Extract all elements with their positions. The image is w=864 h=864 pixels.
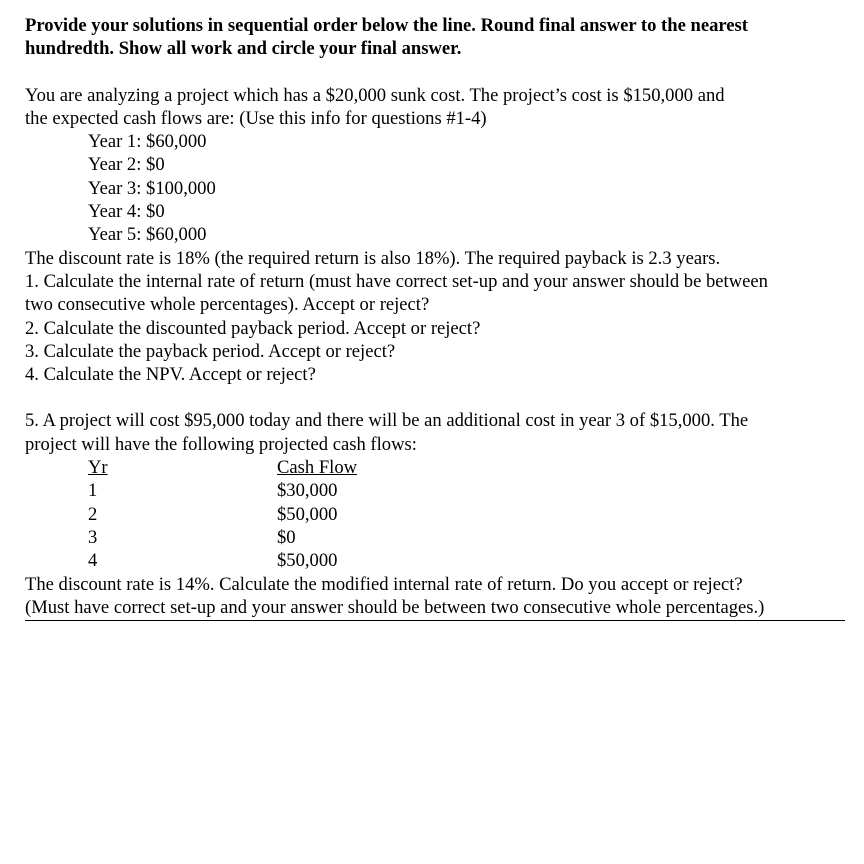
table-cell-year: 3 <box>88 526 98 548</box>
discount-rate-line: The discount rate is 18% (the required return is also 18%). The required payback is 2.3 years. <box>25 247 721 269</box>
table-row <box>25 526 845 549</box>
table-row <box>25 479 845 502</box>
question-1-line-1: 1. Calculate the internal rate of return (must have correct set-up and your answer should be between <box>25 270 768 292</box>
cash-flow-year-4: Year 4: $0 <box>88 201 165 223</box>
project-intro-line-2: the expected cash flows are: (Use this info for questions #1-4) <box>25 107 487 129</box>
table-cell-cash-flow: $0 <box>277 526 296 548</box>
project-intro-line-1: You are analyzing a project which has a $20,000 sunk cost. The project’s cost is $150,000 and <box>25 84 725 106</box>
table-header-row <box>25 456 845 479</box>
question-1 <box>25 270 845 317</box>
cash-flow-year-2: Year 2: $0 <box>88 154 165 176</box>
cash-flow-table <box>25 456 845 572</box>
instructions-line-2: hundredth. Show all work and circle your final answer. <box>25 38 462 60</box>
section-mirr-question <box>25 409 845 621</box>
question-5-closing-line-1: The discount rate is 14%. Calculate the modified internal rate of return. Do you accept or reject? <box>25 573 743 595</box>
table-cell-cash-flow: $50,000 <box>277 550 338 572</box>
question-4: 4. Calculate the NPV. Accept or reject? <box>25 364 316 386</box>
question-5-intro-line-2: project will have the following projected cash flows: <box>25 433 417 455</box>
table-cell-year: 2 <box>88 503 98 525</box>
question-5-closing-line-2: (Must have correct set-up and your answer should be between two consecutive whole percentages.) <box>25 596 765 618</box>
instructions-line-1: Provide your solutions in sequential order below the line. Round final answer to the nearest <box>25 15 748 36</box>
instructions <box>25 14 845 61</box>
table-cell-cash-flow: $30,000 <box>277 480 338 502</box>
table-row <box>25 503 845 526</box>
question-3: 3. Calculate the payback period. Accept or reject? <box>25 340 396 362</box>
question-2: 2. Calculate the discounted payback period. Accept or reject? <box>25 317 481 339</box>
cash-flow-list <box>25 130 845 246</box>
spacer <box>25 386 845 409</box>
question-5-intro-line-1: 5. A project will cost $95,000 today and there will be an additional cost in year 3 of $15,000. The <box>25 410 749 432</box>
table-cell-year: 1 <box>88 480 98 502</box>
cash-flow-year-5: Year 5: $60,000 <box>88 224 207 246</box>
column-header-cash-flow: Cash Flow <box>277 457 358 479</box>
cash-flow-year-3: Year 3: $100,000 <box>88 177 216 199</box>
document-page <box>25 14 845 621</box>
table-row <box>25 549 845 572</box>
question-5-closing <box>25 573 845 622</box>
spacer <box>25 61 845 84</box>
table-cell-cash-flow: $50,000 <box>277 503 338 525</box>
cash-flow-year-1: Year 1: $60,000 <box>88 131 207 153</box>
section-project-analysis <box>25 84 845 387</box>
question-1-line-2: two consecutive whole percentages). Accept or reject? <box>25 294 430 316</box>
column-header-year: Yr <box>88 457 108 479</box>
table-cell-year: 4 <box>88 550 98 572</box>
